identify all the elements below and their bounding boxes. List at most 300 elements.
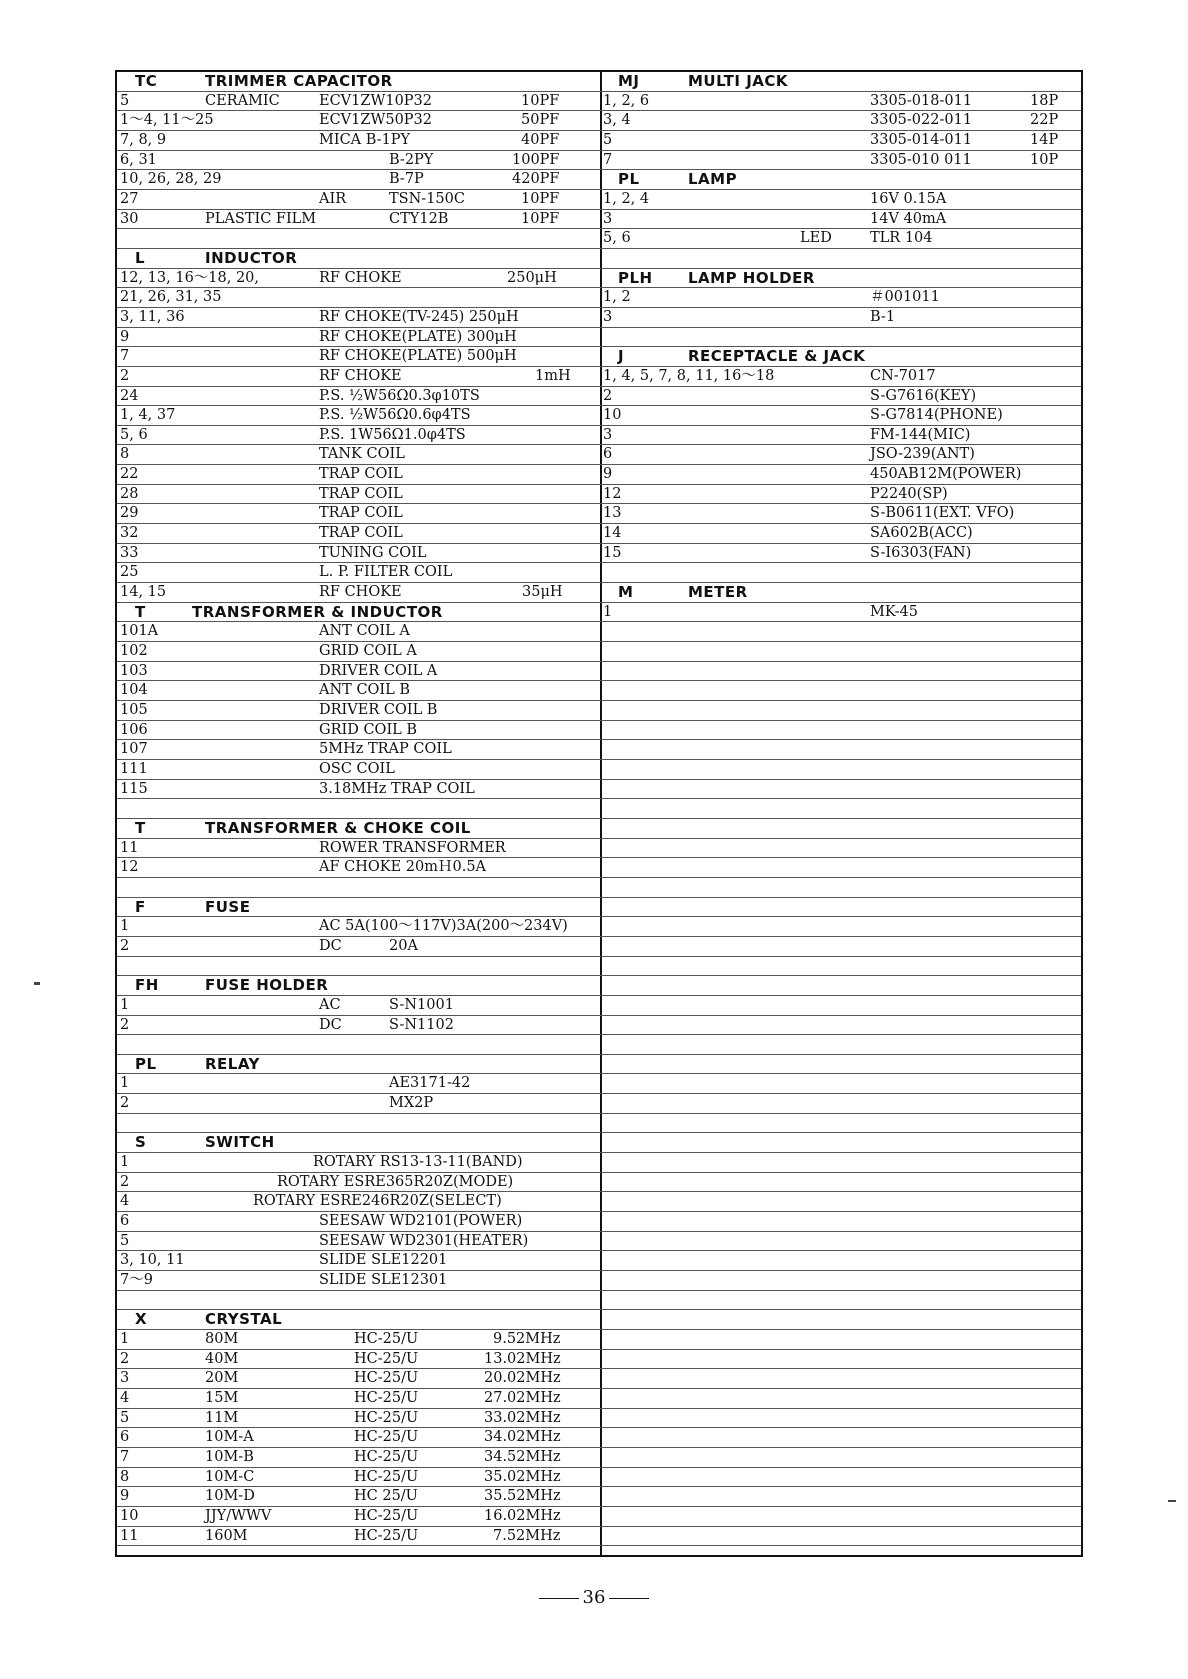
table-row [117, 858, 600, 878]
section-header [117, 72, 600, 92]
table-row [117, 92, 600, 112]
table-row [600, 288, 1081, 308]
part-cell: 10M-D [205, 1488, 255, 1505]
part-cell: 34.52MHz [484, 1448, 561, 1465]
table-row [117, 1173, 600, 1193]
table-row [600, 662, 1081, 682]
part-cell: TRAP COIL [319, 505, 403, 522]
ref-number: 1, 4, 37 [120, 407, 176, 424]
table-row [600, 760, 1081, 780]
ref-number: 12 [603, 485, 622, 502]
table-row [600, 1310, 1081, 1330]
table-row [117, 681, 600, 701]
part-cell: TLR 104 [870, 230, 933, 247]
table-row [117, 917, 600, 937]
part-cell: RF CHOKE [319, 269, 402, 286]
scan-speck [1168, 1500, 1176, 1502]
table-row [600, 780, 1081, 800]
ref-number: 5 [120, 1232, 130, 1249]
table-row [600, 839, 1081, 859]
ref-number: 3 [603, 210, 613, 227]
part-cell: 16.02MHz [484, 1507, 561, 1524]
ref-number: 21, 26, 31, 35 [120, 289, 222, 306]
table-row [117, 170, 600, 190]
table-row [600, 1487, 1081, 1507]
part-cell: GRID COIL A [319, 643, 417, 660]
part-cell: ANT COIL A [319, 623, 410, 640]
ref-number: 9 [120, 328, 130, 345]
ref-number: 4 [120, 1389, 130, 1406]
part-cell: 34.02MHz [484, 1429, 561, 1446]
ref-number: 12, 13, 16～18, 20, [120, 269, 260, 286]
table-row [600, 504, 1081, 524]
section-header [117, 249, 600, 269]
table-row [117, 229, 600, 249]
part-cell: 20A [389, 937, 418, 954]
ref-number: 6 [603, 446, 613, 463]
table-row [600, 387, 1081, 407]
part-cell: 16V 0.15A [870, 190, 947, 207]
table-row [117, 151, 600, 171]
table-row [600, 485, 1081, 505]
part-cell: 10PF [521, 92, 560, 109]
table-row [117, 504, 600, 524]
part-cell: AC [319, 996, 341, 1013]
part-cell: FM-144(MIC) [870, 426, 971, 443]
part-cell: 100PF [512, 151, 560, 168]
ref-number: 24 [120, 387, 139, 404]
section-code: F [135, 897, 146, 916]
section-code: T [135, 602, 146, 621]
table-row [117, 347, 600, 367]
section-header [117, 819, 600, 839]
ref-number: 1, 4, 5, 7, 8, 11, 16～18 [603, 367, 775, 384]
part-cell: ROWER TRANSFORMER [319, 839, 506, 856]
table-row [117, 1507, 600, 1527]
part-cell: ECV1ZW10P32 [319, 92, 433, 109]
table-row [117, 740, 600, 760]
part-cell: 33.02MHz [484, 1409, 561, 1426]
table-row [600, 111, 1081, 131]
table-row [600, 1409, 1081, 1429]
section-header [600, 583, 1081, 603]
ref-number: 3 [603, 426, 613, 443]
part-cell: RF CHOKE [319, 367, 402, 384]
part-cell: SEESAW WD2301(HEATER) [319, 1232, 529, 1249]
table-row [117, 1350, 600, 1370]
part-cell: 15M [205, 1389, 239, 1406]
part-cell: 40M [205, 1350, 239, 1367]
table-row [117, 622, 600, 642]
part-cell: P.S. ½W56Ω0.6φ4TS [319, 407, 471, 424]
table-row [117, 367, 600, 387]
ref-number: 2 [120, 367, 130, 384]
section-code: M [618, 583, 634, 602]
part-cell: SLIDE SLE12201 [319, 1252, 448, 1269]
ref-number: 103 [120, 662, 148, 679]
part-cell: PLASTIC FILM [205, 210, 317, 227]
part-cell: 50PF [521, 112, 560, 129]
ref-number: 6 [120, 1213, 130, 1230]
table-row [600, 740, 1081, 760]
part-cell: AF CHOKE 20mＨ0.5A [319, 859, 487, 876]
ref-number: 9 [120, 1488, 130, 1505]
ref-number: 10, 26, 28, 29 [120, 171, 222, 188]
page-number [0, 1587, 1188, 1608]
section-code: J [618, 347, 625, 366]
table-row [117, 583, 600, 603]
table-row [600, 1133, 1081, 1153]
part-cell: 14V 40mA [870, 210, 947, 227]
ref-number: 27 [120, 190, 139, 207]
table-row [600, 1094, 1081, 1114]
part-cell: ANT COIL B [319, 682, 411, 699]
table-row [117, 485, 600, 505]
section-header [600, 269, 1081, 289]
part-cell: S-N1102 [389, 1016, 454, 1033]
part-cell: B-2PY [389, 151, 434, 168]
table-row [117, 308, 600, 328]
table-row [600, 210, 1081, 230]
part-cell: MICA B-1PY [319, 131, 411, 148]
ref-number: 115 [120, 780, 148, 797]
ref-number: 22 [120, 466, 139, 483]
ref-number: 8 [120, 446, 130, 463]
part-cell: ＃001011 [870, 289, 940, 306]
section-header [117, 1310, 600, 1330]
ref-number: 1～4, 11～25 [120, 112, 214, 129]
table-row [600, 465, 1081, 485]
table-row [117, 1232, 600, 1252]
section-code: S [135, 1133, 147, 1152]
table-row [117, 1330, 600, 1350]
ref-number: 13 [603, 505, 622, 522]
part-cell: HC-25/U [354, 1468, 419, 1485]
part-cell: 35.02MHz [484, 1468, 561, 1485]
part-cell: JJY/WWV [205, 1507, 272, 1524]
ref-number: 1 [120, 1331, 130, 1347]
table-row [600, 799, 1081, 819]
table-row [117, 1094, 600, 1114]
ref-number: 2 [120, 1173, 130, 1190]
table-row [117, 1212, 600, 1232]
part-cell: MK-45 [870, 603, 918, 620]
part-cell: 160M [205, 1527, 248, 1544]
ref-number: 5 [120, 1409, 130, 1426]
part-cell: 10PF [521, 190, 560, 207]
table-row [600, 917, 1081, 937]
part-cell: 7.52MHz [493, 1527, 561, 1544]
part-cell: 18P [1030, 92, 1059, 109]
part-cell: 10M-A [205, 1429, 254, 1446]
part-cell: P.S. ½W56Ω0.3φ10TS [319, 387, 480, 404]
table-row [117, 780, 600, 800]
part-cell: MX2P [389, 1095, 434, 1112]
section-title: CRYSTAL [205, 1310, 283, 1329]
table-row [600, 1527, 1081, 1547]
ref-number: 5, 6 [120, 426, 148, 443]
table-row [117, 1527, 600, 1547]
table-row [600, 819, 1081, 839]
part-cell: 3305-022-011 [870, 112, 973, 129]
part-cell: DRIVER COIL A [319, 662, 438, 679]
ref-number: 10 [120, 1507, 139, 1524]
table-row [117, 524, 600, 544]
table-row [117, 799, 600, 819]
ref-number: 101A [120, 623, 159, 640]
ref-number: 105 [120, 702, 148, 718]
ref-number: 29 [120, 505, 139, 522]
part-cell: S-B0611(EXT. VFO) [870, 505, 1015, 522]
table-row [117, 1251, 600, 1271]
part-cell: TRAP COIL [319, 525, 403, 542]
table-row [600, 1074, 1081, 1094]
section-title: TRIMMER CAPACITOR [205, 72, 393, 90]
ref-number: 10 [603, 407, 622, 424]
part-cell: B-1 [870, 308, 896, 325]
part-cell: 27.02MHz [484, 1389, 561, 1406]
part-cell: HC-25/U [354, 1350, 419, 1367]
part-cell: OSC COIL [319, 760, 395, 777]
part-cell: TRAP COIL [319, 466, 403, 483]
table-row [600, 858, 1081, 878]
section-code: T [135, 818, 146, 837]
ref-number: 7～9 [120, 1272, 153, 1289]
part-cell: LED [800, 230, 832, 247]
table-row [600, 898, 1081, 918]
table-row [117, 288, 600, 308]
section-header [117, 603, 600, 623]
ref-number: 9 [603, 466, 613, 483]
part-cell: JSO-239(ANT) [870, 446, 975, 463]
ref-number: 1, 2, 4 [603, 190, 650, 207]
part-cell: P2240(SP) [870, 485, 948, 502]
table-row [117, 328, 600, 348]
table-row [600, 1330, 1081, 1350]
table-row [600, 622, 1081, 642]
ref-number: 4 [120, 1193, 130, 1210]
section-title: SWITCH [205, 1133, 275, 1152]
ref-number: 5 [603, 131, 613, 148]
table-row [600, 642, 1081, 662]
table-row [117, 1192, 600, 1212]
table-row [600, 563, 1081, 583]
part-cell: 35.52MHz [484, 1488, 561, 1505]
table-row [600, 328, 1081, 348]
table-row [600, 681, 1081, 701]
part-cell: CERAMIC [205, 92, 280, 109]
table-row [117, 1271, 600, 1291]
part-cell: DRIVER COIL B [319, 702, 438, 718]
table-row [117, 760, 600, 780]
part-cell: 11M [205, 1409, 239, 1426]
table-row [117, 1448, 600, 1468]
table-row [600, 406, 1081, 426]
part-cell: TSN-150C [389, 190, 465, 207]
table-row [600, 445, 1081, 465]
table-row [117, 1409, 600, 1429]
section-title: MULTI JACK [688, 72, 789, 90]
part-cell: 420PF [512, 171, 560, 188]
table-row [600, 1428, 1081, 1448]
page-number-dash [609, 1598, 649, 1599]
part-cell: P.S. 1W56Ω1.0φ4TS [319, 426, 466, 443]
table-row [117, 1035, 600, 1055]
table-row [600, 1507, 1081, 1527]
ref-number: 1 [120, 1154, 130, 1171]
part-cell: ROTARY ESRE365R20Z(MODE) [277, 1173, 514, 1190]
ref-number: 3, 4 [603, 112, 631, 129]
part-cell: AE3171-42 [389, 1075, 471, 1092]
ref-number: 3, 10, 11 [120, 1252, 185, 1269]
ref-number: 5, 6 [603, 230, 631, 247]
section-code: FH [135, 976, 159, 995]
table-row [600, 1271, 1081, 1291]
section-header [117, 1055, 600, 1075]
part-cell: 1mH [535, 367, 571, 384]
table-row [600, 1448, 1081, 1468]
table-row [117, 1369, 600, 1389]
table-row [600, 996, 1081, 1016]
table-row [117, 544, 600, 564]
ref-number: 15 [603, 544, 622, 561]
part-cell: SA602B(ACC) [870, 525, 973, 542]
ref-number: 2 [120, 1016, 130, 1033]
table-row [117, 210, 600, 230]
part-cell: RF CHOKE [319, 584, 402, 601]
part-cell: L. P. FILTER COIL [319, 564, 453, 581]
parts-list-table [115, 70, 1083, 1557]
part-cell: CN-7017 [870, 367, 936, 384]
part-cell: 80M [205, 1331, 239, 1347]
ref-number: 7, 8, 9 [120, 131, 167, 148]
section-title: FUSE HOLDER [205, 976, 329, 995]
part-cell: HC-25/U [354, 1507, 419, 1524]
part-cell: HC-25/U [354, 1409, 419, 1426]
section-title: LAMP [688, 170, 738, 189]
ref-number: 2 [120, 937, 130, 954]
part-cell: 10M-C [205, 1468, 255, 1485]
table-row [600, 1212, 1081, 1232]
table-row [117, 131, 600, 151]
table-row [600, 701, 1081, 721]
ref-number: 32 [120, 525, 139, 542]
table-row [117, 662, 600, 682]
part-cell: GRID COIL B [319, 721, 418, 738]
part-cell: SEESAW WD2101(POWER) [319, 1213, 523, 1230]
table-row [600, 426, 1081, 446]
part-cell: HC-25/U [354, 1448, 419, 1465]
section-header [600, 72, 1081, 92]
table-row [600, 1153, 1081, 1173]
section-header [117, 976, 600, 996]
ref-number: 111 [120, 760, 148, 777]
table-row [600, 1369, 1081, 1389]
ref-number: 6 [120, 1429, 130, 1446]
table-row [117, 1487, 600, 1507]
right-column [600, 72, 1081, 1555]
table-row [117, 937, 600, 957]
ref-number: 2 [120, 1095, 130, 1112]
ref-number: 25 [120, 564, 139, 581]
table-row [600, 1114, 1081, 1134]
part-cell: 3305-018-011 [870, 92, 973, 109]
ref-number: 106 [120, 721, 148, 738]
section-code: PLH [618, 268, 653, 287]
section-title: RECEPTACLE & JACK [688, 347, 866, 366]
table-row [117, 190, 600, 210]
left-column [117, 72, 602, 1555]
table-row [600, 1350, 1081, 1370]
part-cell: 3.18MHz TRAP COIL [319, 780, 475, 797]
ref-number: 104 [120, 682, 148, 699]
ref-number: 28 [120, 485, 139, 502]
ref-number: 11 [120, 1527, 139, 1544]
part-cell: HC-25/U [354, 1429, 419, 1446]
part-cell: SLIDE SLE12301 [319, 1272, 448, 1289]
part-cell: 450AB12M(POWER) [870, 466, 1022, 483]
table-row [600, 721, 1081, 741]
table-row [600, 367, 1081, 387]
table-row [117, 1389, 600, 1409]
table-row [117, 996, 600, 1016]
section-title: INDUCTOR [205, 248, 298, 267]
section-code: PL [135, 1054, 157, 1073]
part-cell: ROTARY RS13-13-11(BAND) [313, 1154, 523, 1171]
section-title: METER [688, 583, 748, 602]
section-code: L [135, 248, 146, 267]
table-row [600, 957, 1081, 977]
ref-number: 12 [120, 859, 139, 876]
table-row [600, 1251, 1081, 1271]
table-row [600, 92, 1081, 112]
part-cell: HC 25/U [354, 1488, 418, 1505]
part-cell: 5MHz TRAP COIL [319, 741, 452, 758]
table-row [600, 190, 1081, 210]
table-row [600, 1035, 1081, 1055]
ref-number: 3, 11, 36 [120, 308, 185, 325]
part-cell: 40PF [521, 131, 560, 148]
ref-number: 2 [120, 1350, 130, 1367]
page-number-dash [539, 1598, 579, 1599]
part-cell: HC-25/U [354, 1370, 419, 1387]
table-row [117, 1114, 600, 1134]
section-code: X [135, 1310, 148, 1329]
part-cell: 3305-010 011 [870, 151, 972, 168]
part-cell: S-N1001 [389, 996, 454, 1013]
part-cell: 10P [1030, 151, 1059, 168]
part-cell: RF CHOKE(TV-245) 250μH [319, 308, 519, 325]
section-header [600, 347, 1081, 367]
part-cell: HC-25/U [354, 1331, 419, 1347]
table-row [117, 1468, 600, 1488]
part-cell: 14P [1030, 131, 1059, 148]
table-row [117, 563, 600, 583]
part-cell: 10M-B [205, 1448, 254, 1465]
ref-number: 102 [120, 643, 148, 660]
table-row [600, 1389, 1081, 1409]
scan-speck [34, 982, 40, 985]
part-cell: ROTARY ESRE246R20Z(SELECT) [253, 1193, 502, 1210]
part-cell: 13.02MHz [484, 1350, 561, 1367]
table-row [600, 524, 1081, 544]
part-cell: 250μH [507, 269, 557, 286]
section-title: FUSE [205, 897, 251, 916]
part-cell: RF CHOKE(PLATE) 300μH [319, 328, 517, 345]
table-row [117, 701, 600, 721]
table-row [600, 937, 1081, 957]
table-row [117, 111, 600, 131]
